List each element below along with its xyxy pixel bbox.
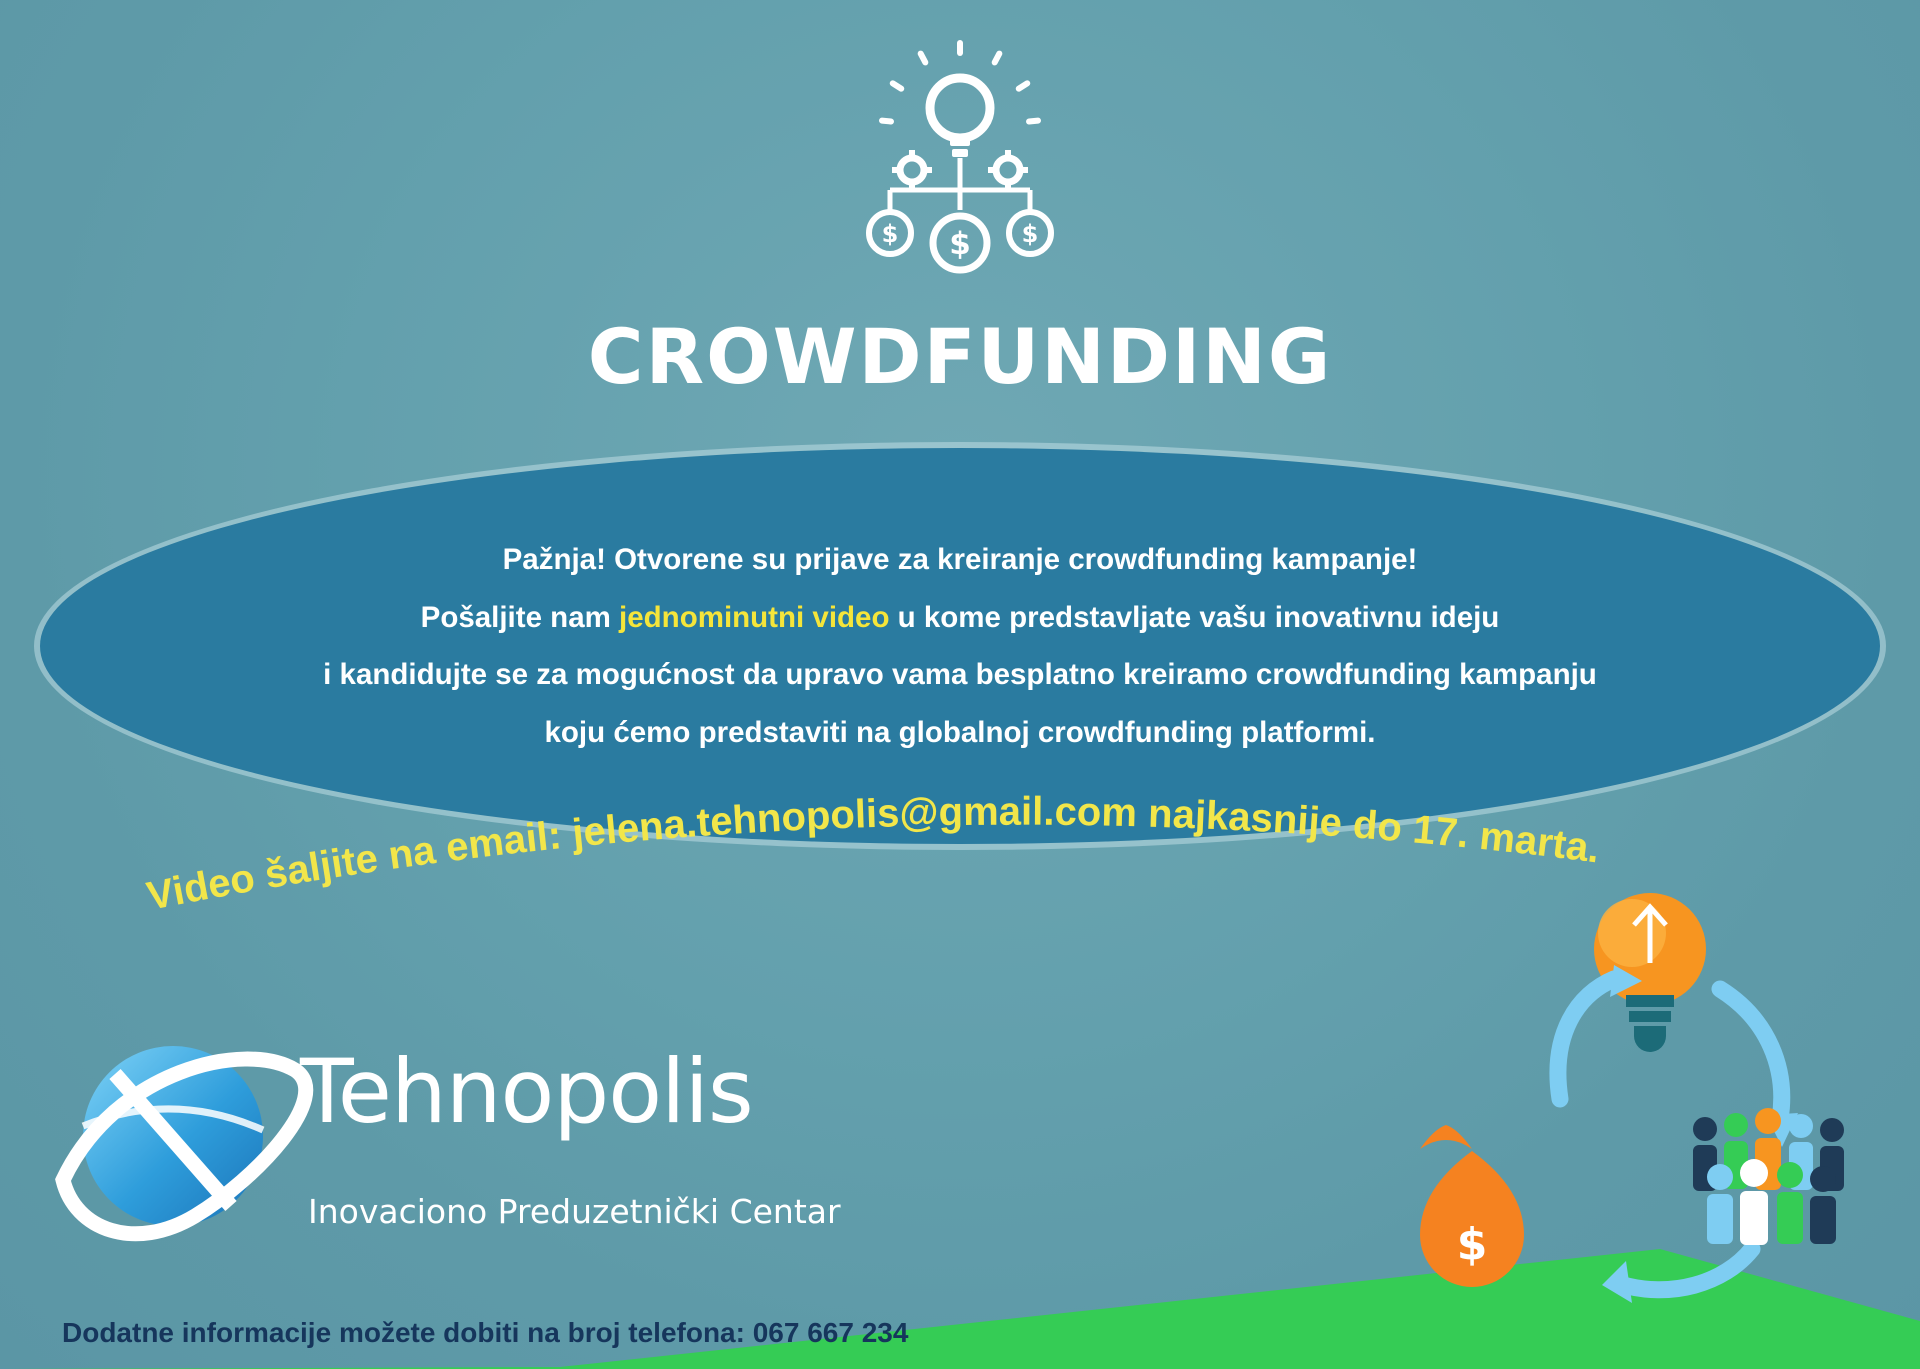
money-bag-icon	[1420, 1125, 1524, 1287]
message-line-2-after: u kome predstavljate vašu inovativnu ideju	[889, 600, 1500, 634]
page-title: CROWDFUNDING	[587, 312, 1333, 401]
crowdfunding-cycle-illustration	[1320, 829, 1900, 1309]
svg-text:$: $	[881, 220, 899, 248]
message-text	[180, 531, 1740, 761]
svg-text:$: $	[1456, 1219, 1488, 1270]
message-highlight: jednominutni video	[619, 600, 890, 634]
lightbulb-gears-funding-icon	[850, 40, 1070, 290]
logo-subtitle: Inovaciono Preduzetnički Centar	[308, 1192, 841, 1231]
message-line-2-before: Pošaljite nam	[420, 600, 620, 634]
svg-text:$: $	[949, 226, 971, 262]
message-line-4: koju ćemo predstaviti na globalnoj crowdfunding platformi.	[544, 715, 1376, 749]
email-deadline-text: Video šaljite na email: jelena.tehnopolis@gmail.com najkasnije do 17. marta.	[143, 789, 1603, 919]
footer-contact: Dodatne informacije možete dobiti na broj telefona: 067 667 234	[62, 1317, 909, 1348]
message-line-2	[180, 588, 1740, 646]
svg-text:$: $	[1021, 220, 1039, 248]
message-headline: Pažnja! Otvorene su prijave za kreiranje crowdfunding kampanje!	[502, 542, 1418, 576]
logo-wordmark: Tehnopolis	[300, 1040, 753, 1143]
message-line-3: i kandidujte se za mogućnost da upravo vama besplatno kreiramo crowdfunding kampanju	[323, 658, 1597, 691]
crowd-people-icon	[1693, 1108, 1844, 1245]
